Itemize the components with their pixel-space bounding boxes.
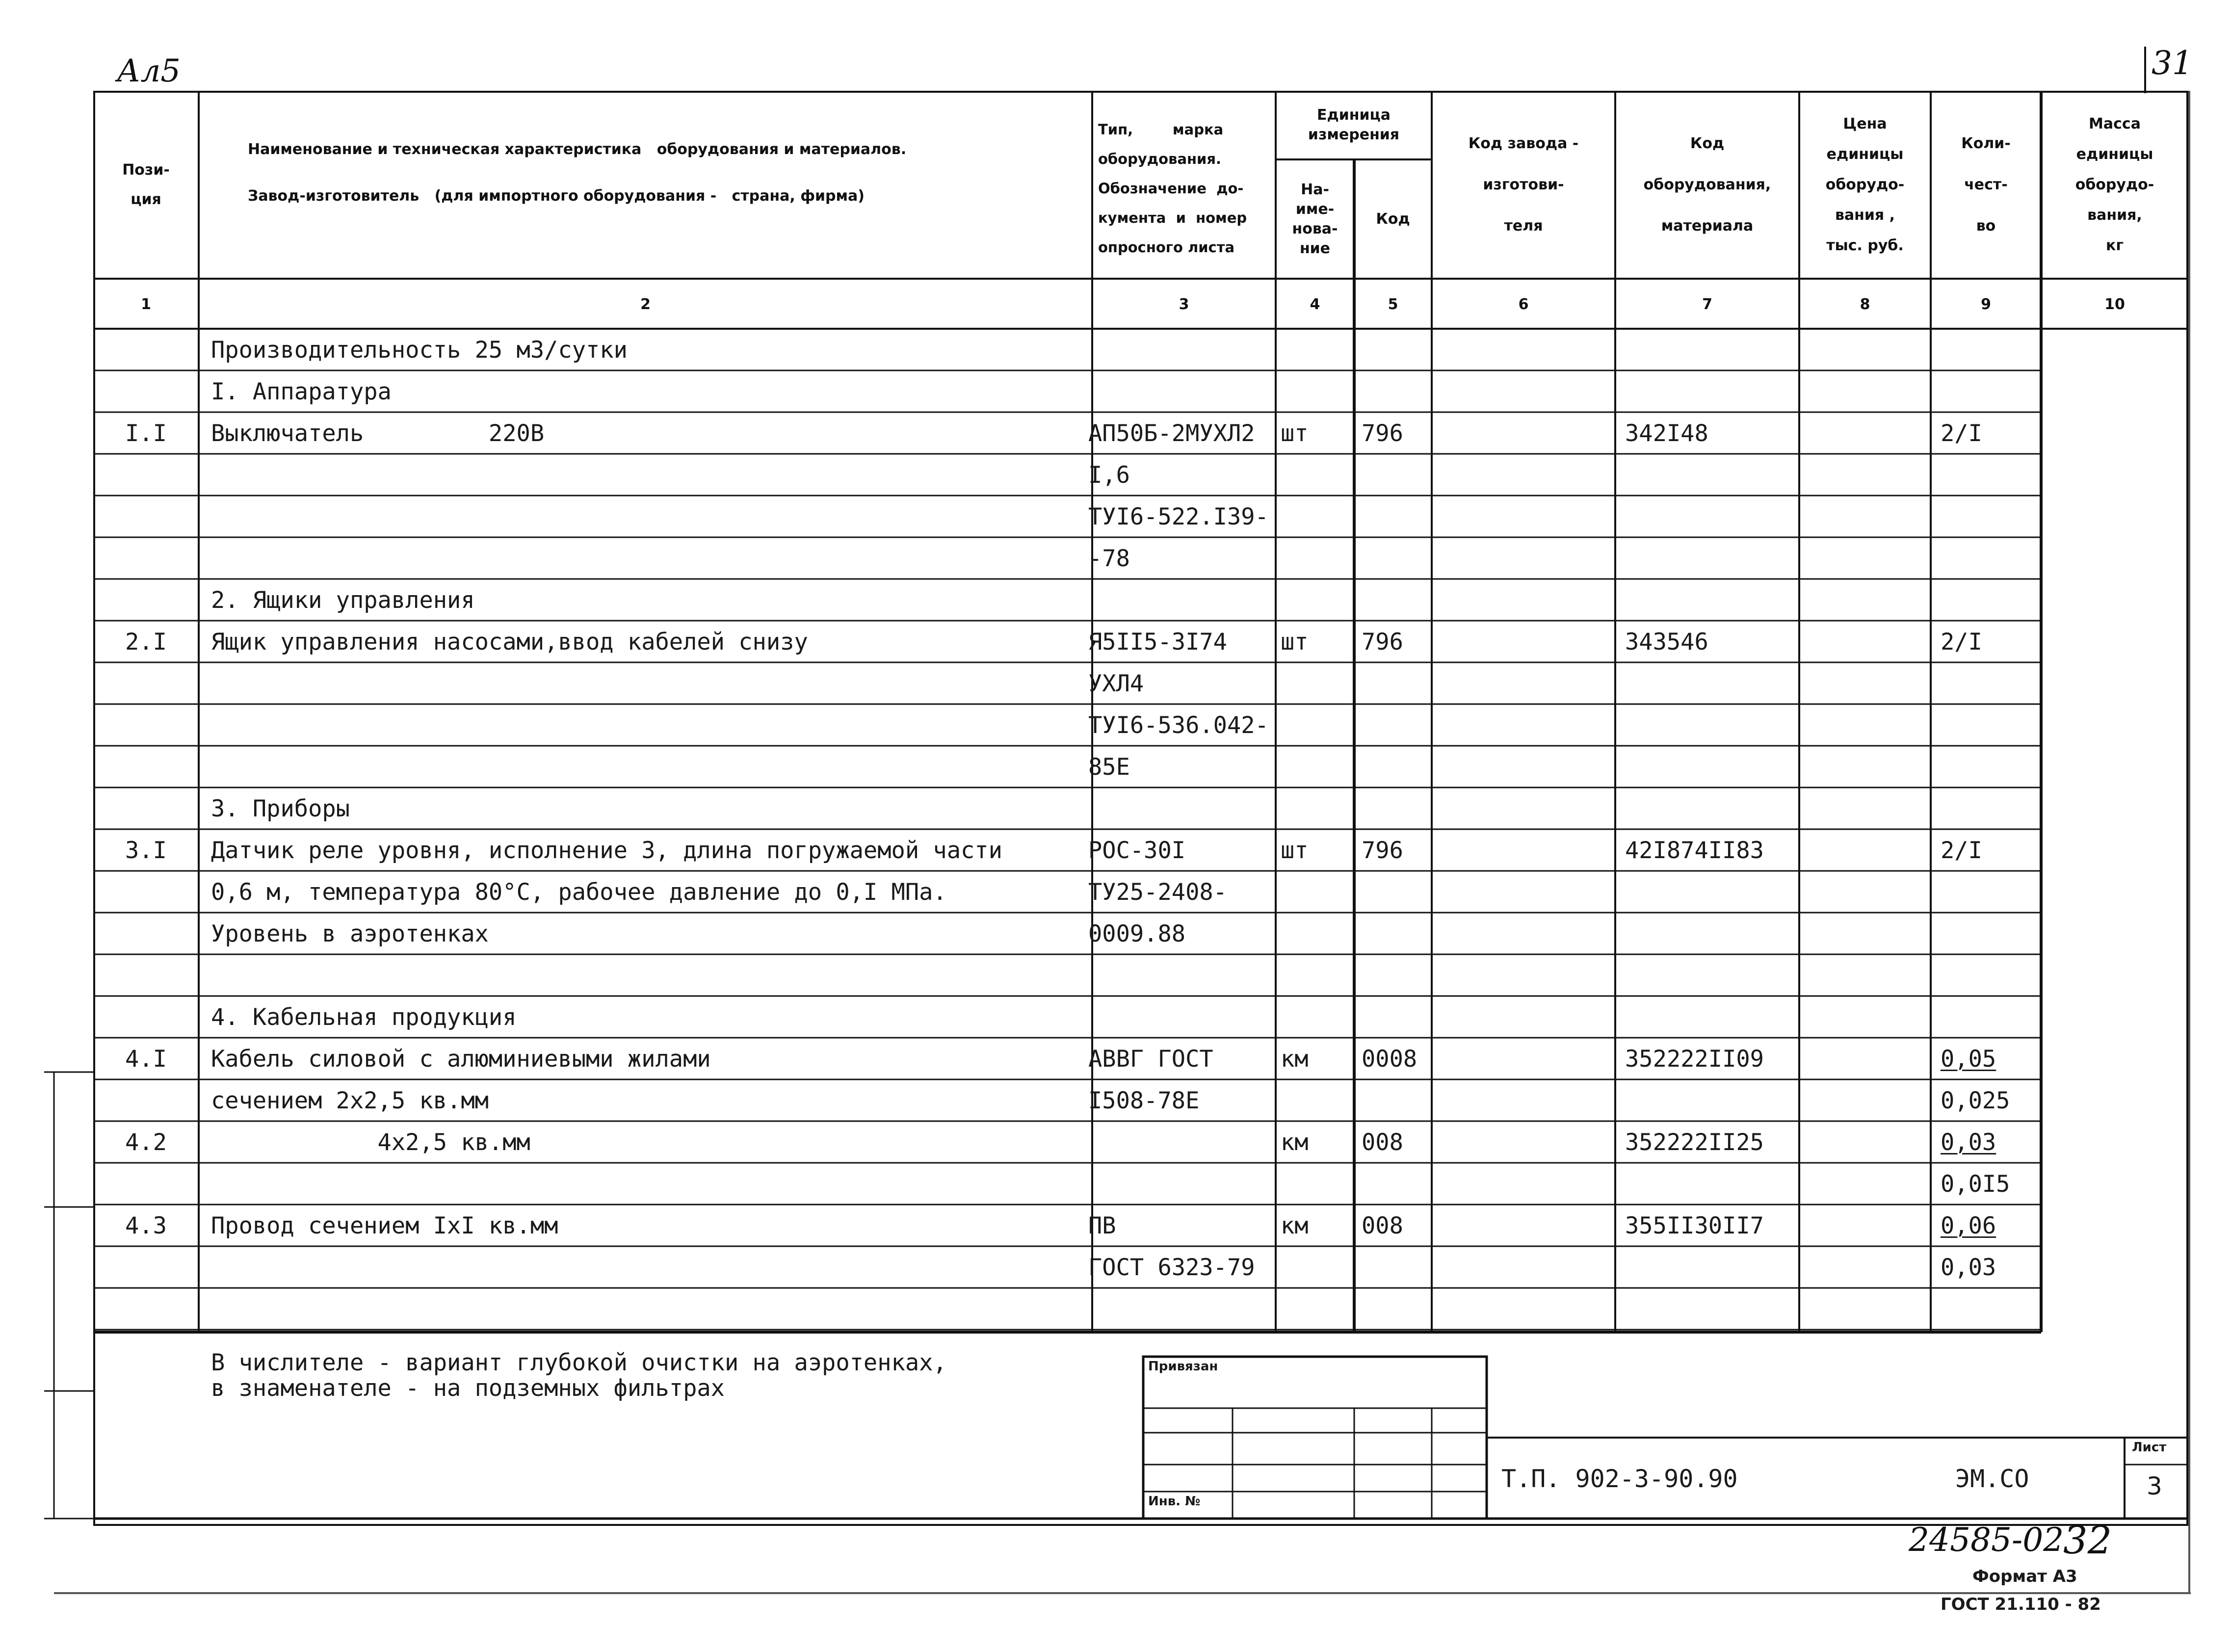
sheet-number: 3 [2147, 1472, 2162, 1500]
header-type: Тип, марка оборудования. Обозначение до- кумента и номер опросного листа [1098, 121, 1247, 256]
column-number: 9 [1981, 295, 1991, 313]
header-position: Пози- ция [122, 161, 170, 208]
cell-col-3: I508-78Е [1088, 1087, 1200, 1114]
cell-col-9: 0,03 [1941, 1129, 1996, 1156]
cell-col-3: РОС-30I [1088, 837, 1186, 864]
format-label: Формат А3 [1972, 1567, 2077, 1586]
header-unit-code: Код [1376, 210, 1410, 228]
cell-col-2: 3. Приборы [211, 795, 350, 822]
column-number: 3 [1179, 295, 1189, 313]
header-quantity: Коли- чест- во [1961, 134, 2011, 235]
cell-col-1: I.I [125, 420, 167, 447]
cell-col-3: -78 [1088, 545, 1130, 572]
cell-col-1: 4.3 [125, 1212, 167, 1239]
cell-col-2: Провод сечением IхI кв.мм [211, 1212, 558, 1239]
gost-label: ГОСТ 21.110 - 82 [1941, 1595, 2101, 1614]
column-number: 4 [1310, 295, 1320, 313]
page-number-top: 31 [2152, 44, 2193, 82]
header-mass: Масса единицы оборудо- вания, кг [2075, 115, 2154, 254]
cell-col-3: ТУ25-2408- [1088, 879, 1227, 906]
cell-col-7: 352222II25 [1625, 1129, 1764, 1156]
cell-col-7: 342I48 [1625, 420, 1708, 447]
cell-col-4: шт [1281, 420, 1309, 447]
cell-col-5: 0008 [1362, 1046, 1417, 1073]
stamp-inv-no: Инв. № [1148, 1494, 1201, 1509]
cell-col-2: сечением 2х2,5 кв.мм [211, 1087, 489, 1114]
cell-col-5: 796 [1362, 629, 1403, 656]
header-price: Цена единицы оборудо- вания , тыс. руб. [1825, 115, 1905, 254]
header-name-line1: Наименование и техническая характеристика оборудования и материалов. [248, 141, 907, 158]
archive-number: 24585-02 [1909, 1521, 2064, 1559]
header-unit-name: На- име- нова- ние [1292, 181, 1338, 257]
cell-col-9: 2/I [1941, 837, 1982, 864]
cell-col-2: Датчик реле уровня, исполнение 3, длина погружаемой части [211, 837, 1002, 864]
cell-col-2: I. Аппаратура [211, 378, 392, 405]
cell-col-7: 352222II09 [1625, 1046, 1764, 1073]
header-name-line2: Завод-изготовитель (для импортного оборудования - страна, фирма) [248, 187, 865, 205]
cell-col-3: ГОСТ 6323-79 [1088, 1254, 1255, 1281]
cell-col-1: 2.I [125, 629, 167, 656]
column-number: 8 [1860, 295, 1870, 313]
cell-col-2: 0,6 м, температура 80°С, рабочее давление до 0,I МПа. [211, 879, 947, 906]
cell-col-3: АП50Б-2МУХЛ2 [1088, 420, 1255, 447]
cell-col-3: Я5II5-3I74 [1088, 629, 1227, 656]
cell-col-2: 4. Кабельная продукция [211, 1004, 517, 1031]
header-equipment-code: Код оборудования, материала [1643, 134, 1771, 235]
column-number: 10 [2104, 295, 2125, 313]
corner-mark: Ал5 [117, 53, 181, 89]
column-number: 2 [640, 295, 651, 313]
cell-col-3: АВВГ ГОСТ [1088, 1046, 1213, 1073]
column-number: 7 [1702, 295, 1712, 313]
column-number: 6 [1518, 295, 1529, 313]
cell-col-4: км [1281, 1212, 1309, 1239]
stamp-privyazan: Привязан [1148, 1359, 1218, 1374]
cell-col-5: 008 [1362, 1129, 1403, 1156]
cell-col-5: 008 [1362, 1212, 1403, 1239]
cell-col-4: км [1281, 1046, 1309, 1073]
cell-col-7: 355II30II7 [1625, 1212, 1764, 1239]
cell-col-9: 0,06 [1941, 1212, 1996, 1239]
cell-col-2: Уровень в аэротенках [211, 920, 489, 947]
cell-col-9: 0,0I5 [1941, 1171, 2010, 1198]
footnote-line2: в знаменателе - на подземных фильтрах [211, 1375, 725, 1402]
doc-code: Т.П. 902-3-90.90 [1501, 1465, 1738, 1493]
cell-col-2: Выключатель 220В [211, 420, 545, 447]
cell-col-7: 343546 [1625, 629, 1708, 656]
cell-col-4: шт [1281, 629, 1309, 656]
cell-col-3: УХЛ4 [1088, 670, 1144, 697]
column-number: 1 [141, 295, 151, 313]
sheet-label: Лист [2132, 1440, 2167, 1455]
cell-col-5: 796 [1362, 837, 1403, 864]
header-maker-code: Код завода - изготови- теля [1468, 134, 1579, 235]
header-unit-group: Единица измерения [1308, 106, 1400, 143]
cell-col-1: 4.2 [125, 1129, 167, 1156]
cell-col-3: 85Е [1088, 754, 1130, 781]
cell-col-4: шт [1281, 837, 1309, 864]
column-number: 5 [1388, 295, 1398, 313]
cell-col-5: 796 [1362, 420, 1403, 447]
archive-page: 32 [2063, 1519, 2112, 1563]
cell-col-3: ТУI6-522.I39- [1088, 503, 1269, 530]
cell-col-2: Ящик управления насосами,ввод кабелей снизу [211, 629, 808, 656]
cell-col-2: 2. Ящики управления [211, 587, 475, 614]
cell-col-2: Производительность 25 м3/сутки [211, 337, 628, 364]
cell-col-3: ПВ [1088, 1212, 1116, 1239]
doc-mark: ЭМ.СО [1955, 1465, 2029, 1493]
cell-col-9: 2/I [1941, 420, 1982, 447]
cell-col-9: 0,05 [1941, 1046, 1996, 1073]
cell-col-1: 4.I [125, 1046, 167, 1073]
cell-col-4: км [1281, 1129, 1309, 1156]
cell-col-3: I,6 [1088, 462, 1130, 489]
cell-col-9: 0,025 [1941, 1087, 2010, 1114]
cell-col-7: 42I874II83 [1625, 837, 1764, 864]
footnote-line1: В числителе - вариант глубокой очистки на аэротенках, [211, 1349, 947, 1376]
cell-col-9: 2/I [1941, 629, 1982, 656]
cell-col-2: 4х2,5 кв.мм [211, 1129, 530, 1156]
cell-col-9: 0,03 [1941, 1254, 1996, 1281]
cell-col-3: 0009.88 [1088, 920, 1186, 947]
cell-col-3: ТУI6-536.042- [1088, 712, 1269, 739]
cell-col-1: 3.I [125, 837, 167, 864]
cell-col-2: Кабель силовой с алюминиевыми жилами [211, 1046, 711, 1073]
